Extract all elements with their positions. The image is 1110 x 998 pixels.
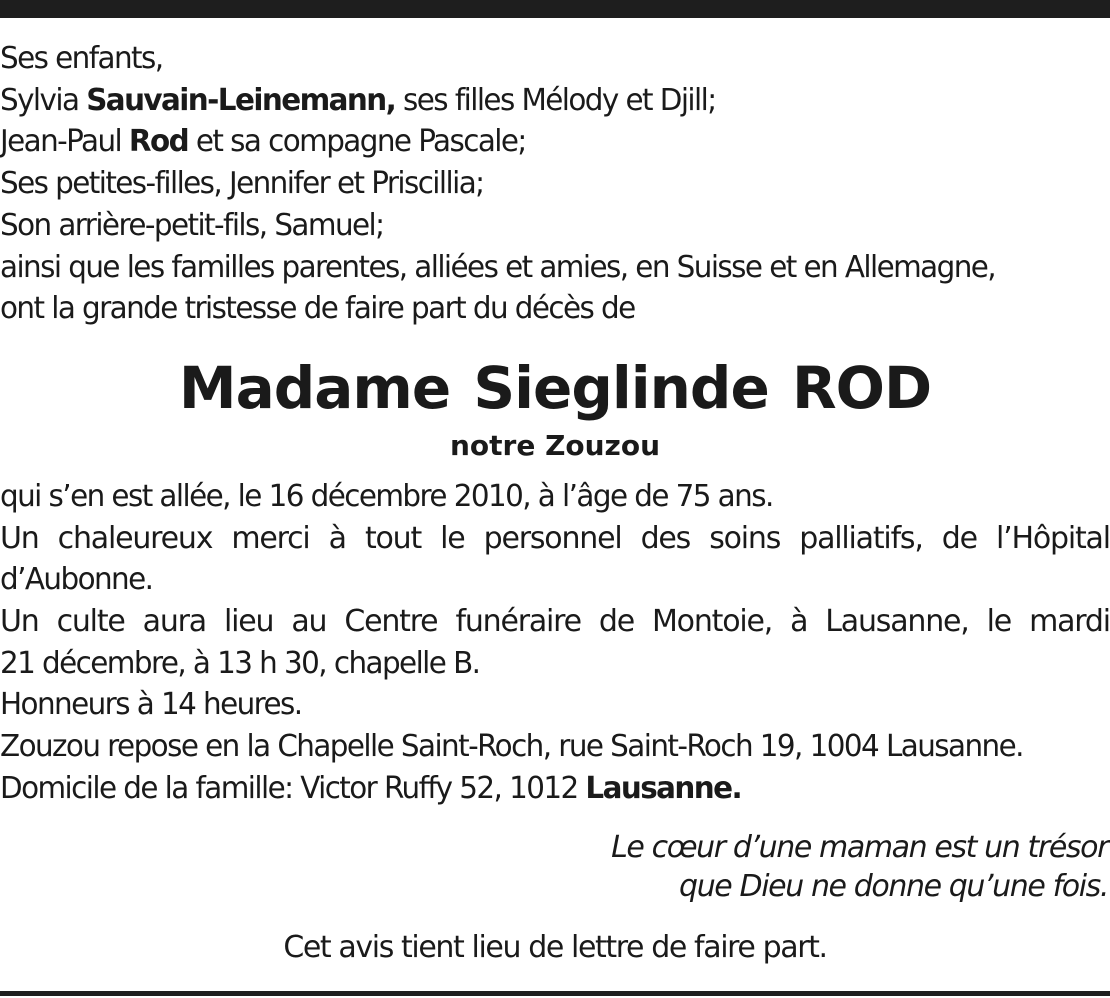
quote-line-2: que Dieu ne donne qu’une fois. <box>679 868 1108 904</box>
family-line-2-pre: Sylvia <box>0 82 87 118</box>
word: de <box>941 520 977 556</box>
city-lausanne: Lausanne. <box>585 770 742 806</box>
details-line-6: Honneurs à 14 heures. <box>0 687 302 723</box>
word: merci <box>231 520 310 556</box>
word: Lausanne, <box>825 604 969 640</box>
family-line-4: Ses petites-filles, Jennifer et Priscillia; <box>0 166 484 202</box>
family-name-rod: Rod <box>128 124 189 160</box>
word: le <box>986 604 1012 640</box>
top-rule <box>0 0 1110 18</box>
word: de <box>598 604 634 640</box>
quote <box>0 828 1110 906</box>
word: chaleureux <box>57 520 213 556</box>
family-line-1: Ses enfants, <box>0 41 163 76</box>
details-line-1: qui s’en est allée, le 16 décembre 2010, à l’âge de 75 ans. <box>0 478 773 514</box>
word: aura <box>142 604 206 640</box>
word: l’Hôpital <box>996 520 1110 556</box>
family-line-2 <box>0 80 1088 122</box>
family-line-3 <box>0 121 1088 163</box>
family-line-3-post: et sa compagne Pascale; <box>188 124 526 160</box>
word: Montoie, <box>652 604 773 640</box>
word: funéraire <box>455 604 581 640</box>
obituary-notice <box>0 38 1110 968</box>
details-line-8 <box>0 768 1088 810</box>
details-line-4 <box>0 601 1110 643</box>
details-line-8-pre: Domicile de la famille: Victor Ruffy 52, 1012 <box>0 770 586 806</box>
word: à <box>328 520 346 556</box>
word: palliatifs, <box>799 520 923 556</box>
word: lieu <box>223 604 274 640</box>
word: au <box>291 604 327 640</box>
word: culte <box>56 604 125 640</box>
details-line-5: 21 décembre, à 13 h 30, chapelle B. <box>0 645 480 681</box>
word: le <box>440 520 465 556</box>
family-line-7: ont la grande tristesse de faire part du décès de <box>0 291 635 327</box>
word: Un <box>0 520 39 556</box>
word: Un <box>0 604 39 640</box>
word: soins <box>709 520 781 556</box>
footer-note: Cet avis tient lieu de lettre de faire part. <box>283 929 827 965</box>
word: des <box>640 520 691 556</box>
family-line-3-pre: Jean-Paul <box>0 124 129 160</box>
details-line-2 <box>0 518 1110 560</box>
family-line-5: Son arrière-petit-fils, Samuel; <box>0 207 384 243</box>
bottom-rule <box>0 991 1110 996</box>
family-name-sauvain: Sauvain-Leinemann, <box>86 82 396 118</box>
word: personnel <box>483 520 622 556</box>
word: Centre <box>344 604 438 640</box>
deceased-name: Madame Sieglinde ROD <box>178 353 932 422</box>
details-line-3: d’Aubonne. <box>0 562 153 598</box>
deceased-nickname: notre Zouzou <box>449 428 661 462</box>
quote-line-1: Le cœur d’une maman est un trésor <box>611 829 1108 865</box>
details-line-7: Zouzou repose en la Chapelle Saint-Roch, rue Saint-Roch 19, 1004 Lausanne. <box>0 729 1023 765</box>
word: à <box>790 604 808 640</box>
family-line-6: ainsi que les familles parentes, alliées et amies, en Suisse et en Allemagne, <box>0 249 996 285</box>
family-line-2-post: ses filles Mélody et Djill; <box>395 82 716 118</box>
word: mardi <box>1029 604 1110 640</box>
word: tout <box>364 520 422 556</box>
